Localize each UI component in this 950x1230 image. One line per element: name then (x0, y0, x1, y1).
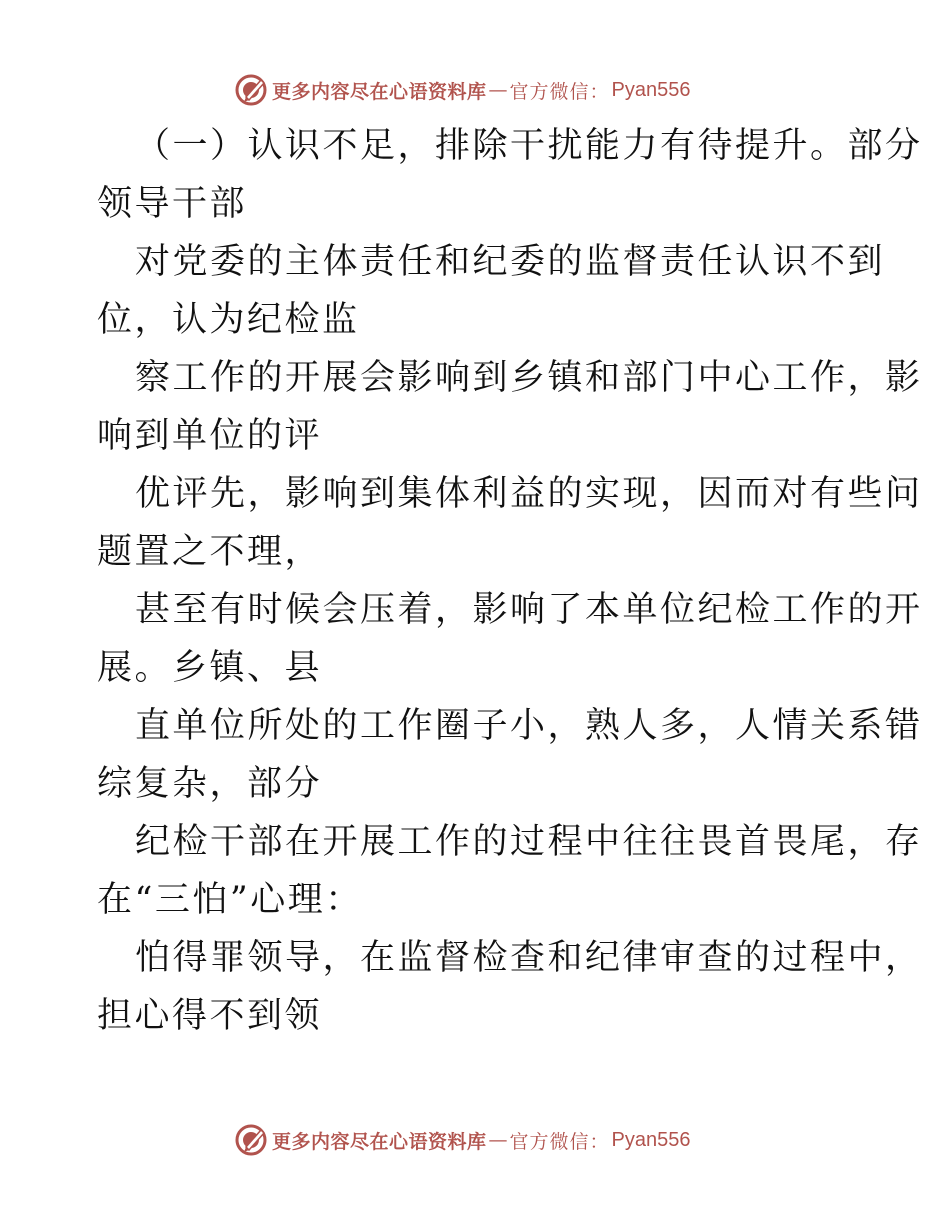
paragraph-line: 综复杂，部分 (97, 764, 323, 804)
paragraph (97, 581, 923, 697)
paragraph (97, 465, 923, 581)
banner-wechat-label: 官方微信： (509, 1130, 610, 1153)
paragraph-line: 在“三怕”心理： (97, 880, 363, 920)
banner-separator: — (488, 1129, 508, 1151)
banner-wechat-label: 官方微信： (509, 80, 610, 103)
paragraph-line: 位，认为纪检监 (97, 300, 360, 340)
paragraph (97, 929, 923, 1045)
paragraph (97, 349, 923, 465)
banner-text: 更多内容尽在心语资料库 (272, 1130, 487, 1153)
banner-separator: — (488, 79, 508, 101)
paragraph-line: 响到单位的评 (97, 416, 323, 456)
paragraph-line: 题置之不理， (97, 532, 323, 572)
paragraph-line: 领导干部 (97, 184, 248, 224)
banner-wechat-id: Pyan556 (611, 78, 691, 101)
paragraph (97, 117, 923, 233)
document-body (97, 117, 923, 1045)
paragraph (97, 697, 923, 813)
paragraph (97, 813, 923, 929)
pen-logo-icon (234, 1123, 268, 1157)
paragraph-line: 直单位所处的工作圈子小，熟人多，人情关系错 (135, 706, 923, 746)
paragraph-line: 察工作的开展会影响到乡镇和部门中心工作，影 (135, 358, 923, 398)
paragraph-line: 甚至有时候会压着，影响了本单位纪检工作的开 (135, 590, 923, 630)
paragraph-line: （一）认识不足，排除干扰能力有待提升。部分 (135, 126, 923, 166)
paragraph-line: 展。乡镇、县 (97, 648, 323, 688)
banner-wechat-id: Pyan556 (611, 1128, 691, 1151)
paragraph-line: 担心得不到领 (97, 996, 323, 1036)
header-banner (234, 72, 714, 108)
footer-banner (234, 1122, 714, 1158)
paragraph (97, 233, 886, 349)
paragraph-line: 怕得罪领导，在监督检查和纪律审查的过程中， (135, 938, 923, 978)
banner-text: 更多内容尽在心语资料库 (272, 80, 487, 103)
paragraph-line: 纪检干部在开展工作的过程中往往畏首畏尾，存 (135, 822, 923, 862)
paragraph-line: 优评先，影响到集体利益的实现，因而对有些问 (135, 474, 923, 514)
paragraph-line: 对党委的主体责任和纪委的监督责任认识不到 (135, 242, 886, 282)
pen-logo-icon (234, 73, 268, 107)
